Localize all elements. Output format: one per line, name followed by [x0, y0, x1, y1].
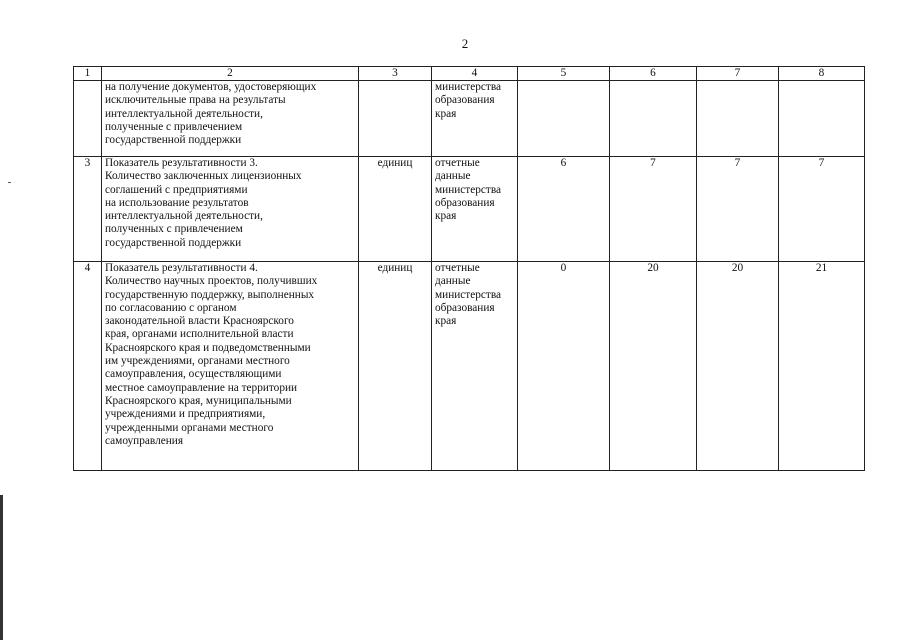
value-cell: 20	[610, 262, 697, 471]
column-header: 2	[102, 67, 359, 81]
header-row	[74, 67, 865, 81]
column-header: 1	[74, 67, 102, 81]
column-header: 4	[432, 67, 518, 81]
value-cell: 20	[697, 262, 779, 471]
row-number-cell: 3	[74, 157, 102, 262]
indicator-line: исключительные права на результаты	[105, 94, 286, 107]
value-cell: 6	[518, 157, 610, 262]
source-line: отчетные	[435, 262, 480, 274]
source-line: отчетные	[435, 157, 480, 169]
indicator-line: на использование результатов	[105, 196, 249, 209]
indicator-line: соглашений с предприятиями	[105, 183, 248, 196]
value-cell: 21	[779, 262, 865, 471]
source-cell	[432, 81, 518, 157]
source-line: края	[435, 315, 457, 328]
column-header: 5	[518, 67, 610, 81]
scan-speck	[8, 182, 11, 183]
indicator-line: Красноярского края, муниципальными	[105, 394, 292, 407]
source-line: края	[435, 107, 457, 120]
value-cell: 0	[518, 262, 610, 471]
indicator-line: полученных с привлечением	[105, 223, 243, 236]
column-header: 7	[697, 67, 779, 81]
source-line: образования	[435, 196, 495, 209]
indicator-line: на получение документов, удостоверяющих	[105, 81, 317, 93]
indicator-line: полученные с привлечением	[105, 120, 243, 133]
value-cell: 7	[697, 157, 779, 262]
value-cell	[779, 81, 865, 157]
source-line: министерства	[435, 183, 502, 196]
table-row	[74, 157, 865, 262]
indicator-cell	[102, 262, 359, 471]
indicator-cell	[102, 157, 359, 262]
indicator-line: законодательной власти Красноярского	[105, 315, 294, 328]
source-line: края	[435, 210, 457, 223]
unit-cell	[359, 81, 432, 157]
source-line: министерства	[435, 81, 502, 93]
row-number-cell	[74, 81, 102, 157]
page-number: 2	[461, 36, 469, 51]
column-header: 8	[779, 67, 865, 81]
indicator-line: им учреждениями, органами местного	[105, 355, 290, 368]
indicator-line: учреждениями и предприятиями,	[105, 408, 266, 421]
value-cell: 7	[610, 157, 697, 262]
row-number-cell: 4	[74, 262, 102, 471]
indicator-line: самоуправления, осуществляющими	[105, 368, 282, 381]
indicator-line: Показатель результативности 3.	[105, 157, 258, 169]
indicator-line: Показатель результативности 4.	[105, 262, 258, 274]
source-line: министерства	[435, 288, 502, 301]
table-row	[74, 81, 865, 157]
indicator-line: учрежденными органами местного	[105, 421, 274, 434]
value-cell	[697, 81, 779, 157]
unit-cell: единиц	[359, 157, 432, 262]
source-line: образования	[435, 94, 495, 107]
column-header: 6	[610, 67, 697, 81]
indicator-line: государственной поддержки	[105, 134, 242, 147]
source-cell	[432, 262, 518, 471]
indicator-line: местное самоуправление на территории	[105, 381, 298, 394]
indicator-line: края, органами исполнительной власти	[105, 328, 294, 341]
indicator-line: интеллектуальной деятельности,	[105, 210, 263, 223]
value-cell	[610, 81, 697, 157]
scan-edge-line	[0, 495, 3, 640]
source-line: данные	[435, 275, 471, 288]
value-cell	[518, 81, 610, 157]
source-line: данные	[435, 170, 471, 183]
column-header: 3	[359, 67, 432, 81]
indicator-line: самоуправления	[105, 434, 184, 447]
table-row	[74, 262, 865, 471]
source-cell	[432, 157, 518, 262]
indicators-table	[73, 66, 865, 471]
indicator-line: Количество научных проектов, получивших	[105, 275, 318, 288]
indicator-line: Количество заключенных лицензионных	[105, 170, 302, 183]
value-cell: 7	[779, 157, 865, 262]
indicator-cell	[102, 81, 359, 157]
indicator-line: Красноярского края и подведомственными	[105, 341, 311, 354]
indicator-line: государственной поддержки	[105, 236, 242, 249]
indicator-line: государственную поддержку, выполненных	[105, 288, 315, 301]
source-line: образования	[435, 301, 495, 314]
indicator-line: по согласованию с органом	[105, 301, 237, 314]
unit-cell: единиц	[359, 262, 432, 471]
indicator-line: интеллектуальной деятельности,	[105, 107, 263, 120]
